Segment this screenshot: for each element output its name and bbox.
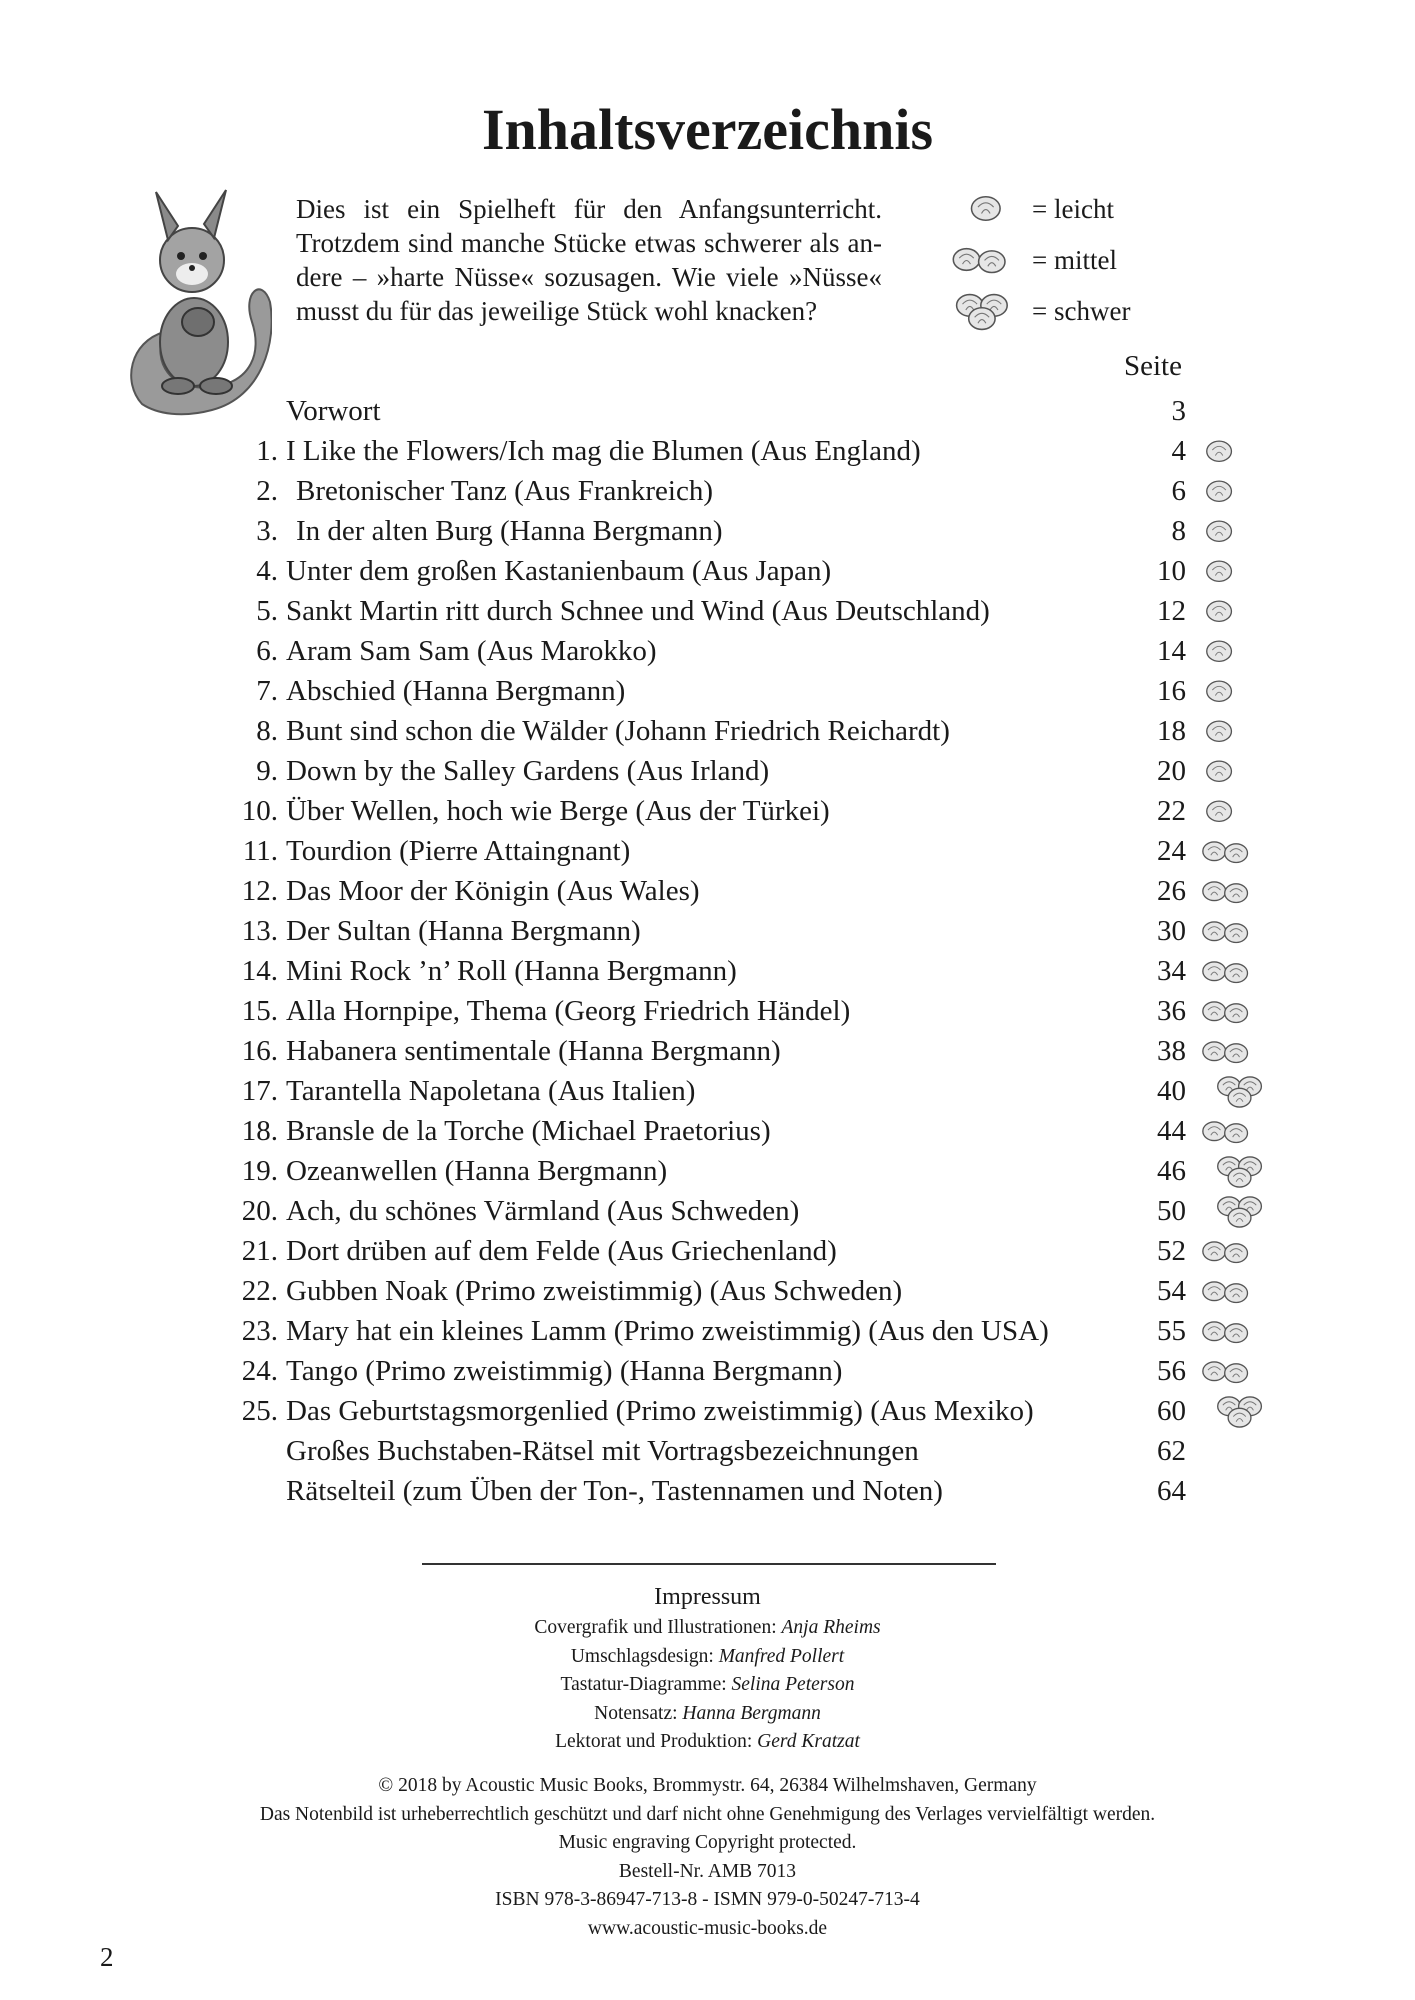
toc-page-number: 62 — [1157, 1435, 1186, 1467]
impressum-credits — [0, 1614, 1415, 1757]
copyright-line: Music engraving Copyright protected. — [558, 1832, 857, 1853]
toc-number: 20. — [241, 1195, 278, 1227]
toc-title: Habanera sentimentale (Hanna Bergmann) — [286, 1035, 781, 1067]
toc-page-number: 50 — [1157, 1195, 1186, 1227]
toc-entry — [0, 1351, 1415, 1391]
legend-row — [950, 294, 1180, 345]
toc-page-number: 3 — [1171, 395, 1186, 427]
legend-label: = mittel — [1032, 245, 1117, 275]
nut-3-icon — [950, 290, 1014, 334]
table-of-contents — [0, 391, 1415, 1511]
toc-entry — [0, 791, 1415, 831]
page-column-header: Seite — [1124, 350, 1182, 382]
toc-title: Ozeanwellen (Hanna Bergmann) — [286, 1155, 668, 1187]
toc-entry — [0, 511, 1415, 551]
toc-title: Dort drüben auf dem Felde (Aus Griechenland) — [286, 1235, 837, 1267]
toc-number: 15. — [241, 995, 278, 1027]
toc-page-number: 26 — [1157, 875, 1186, 907]
credit-name: Hanna Bergmann — [682, 1702, 821, 1724]
toc-number: 24. — [241, 1355, 278, 1387]
toc-title: Tourdion (Pierre Attaingnant) — [286, 835, 631, 867]
toc-number: 22. — [241, 1275, 278, 1307]
toc-number: 1. — [256, 435, 278, 467]
toc-page-number: 56 — [1157, 1355, 1186, 1387]
toc-entry — [0, 1391, 1415, 1431]
toc-entry — [0, 1311, 1415, 1351]
nut-1-icon — [1202, 477, 1236, 506]
impressum-heading: Impressum — [654, 1584, 761, 1610]
toc-title: Bransle de la Torche (Michael Praetorius) — [286, 1115, 771, 1147]
toc-number: 18. — [241, 1115, 278, 1147]
toc-number: 8. — [256, 715, 278, 747]
toc-title: Tango (Primo zweistimmig) (Hanna Bergmann) — [286, 1355, 843, 1387]
toc-page-number: 8 — [1171, 515, 1186, 547]
credit-name: Selina Peterson — [731, 1674, 855, 1695]
toc-title: Abschied (Hanna Bergmann) — [286, 675, 626, 707]
nut-2-icon — [1200, 957, 1251, 986]
credit-role: Tastatur-Diagramme: — [560, 1674, 732, 1695]
toc-entry — [0, 591, 1415, 631]
nut-2-icon — [1200, 1357, 1251, 1386]
toc-title: Bunt sind schon die Wälder (Johann Friedrich Reichardt) — [286, 715, 950, 747]
credit-role: Umschlagsdesign: — [570, 1645, 719, 1667]
nut-3-icon — [1212, 1153, 1267, 1191]
toc-title: Über Wellen, hoch wie Berge (Aus der Türkei) — [286, 795, 830, 827]
toc-number: 12. — [241, 875, 278, 907]
credit-role: Lektorat und Produktion: — [555, 1731, 758, 1752]
toc-number: 11. — [242, 835, 278, 867]
toc-entry — [0, 551, 1415, 591]
toc-page-number: 40 — [1157, 1075, 1186, 1107]
toc-title: Down by the Salley Gardens (Aus Irland) — [286, 755, 770, 787]
toc-number: 7. — [256, 675, 278, 707]
toc-entry — [0, 671, 1415, 711]
toc-page-number: 12 — [1157, 595, 1186, 627]
toc-entry — [0, 391, 1415, 431]
toc-number: 2. — [256, 475, 278, 507]
copyright-block — [0, 1772, 1415, 1943]
toc-entry — [0, 751, 1415, 791]
toc-number: 6. — [256, 635, 278, 667]
copyright-line: Das Notenbild ist urheberrechtlich geschützt und darf nicht ohne Genehmigung des Verlages vervielfältigt werden. — [259, 1803, 1156, 1825]
intro-text: Dies ist ein Spielheft für den Anfangsunterricht. Trotzdem sind manche Stücke etwas schwerer als andere – »harte Nüsse« sozusagen. Wie viele »Nüsse« musst du für das jeweilige Stück wohl knacken? — [296, 194, 882, 326]
toc-entry — [0, 631, 1415, 671]
copyright-line: ISBN 978-3-86947-713-8 - ISMN 979-0-50247-713-4 — [495, 1889, 920, 1910]
toc-page-number: 38 — [1157, 1035, 1186, 1067]
nut-3-icon — [1212, 1073, 1267, 1111]
squirrel-illustration — [112, 182, 272, 420]
toc-page-number: 54 — [1157, 1275, 1186, 1307]
difficulty-legend — [950, 192, 1180, 345]
toc-title: Unter dem großen Kastanienbaum (Aus Japan) — [286, 555, 832, 587]
credit-role: Notensatz: — [594, 1702, 683, 1724]
toc-page-number: 4 — [1171, 435, 1186, 467]
toc-entry — [0, 1111, 1415, 1151]
toc-entry — [0, 1191, 1415, 1231]
toc-entry — [0, 471, 1415, 511]
toc-entry — [0, 1231, 1415, 1271]
credit-line — [0, 1671, 1415, 1700]
toc-number: 19. — [241, 1155, 278, 1187]
toc-page-number: 60 — [1157, 1395, 1186, 1427]
nut-2-icon — [950, 243, 1009, 276]
toc-title: Sankt Martin ritt durch Schnee und Wind (Aus Deutschland) — [286, 595, 990, 627]
nut-2-icon — [1200, 997, 1251, 1026]
credit-name: Gerd Kratzat — [757, 1731, 860, 1752]
toc-page-number: 20 — [1157, 755, 1186, 787]
toc-number: 10. — [241, 795, 278, 827]
toc-page-number: 36 — [1157, 995, 1186, 1027]
nut-2-icon — [1200, 877, 1251, 906]
toc-page-number: 64 — [1157, 1475, 1186, 1507]
toc-page-number: 16 — [1157, 675, 1186, 707]
toc-entry — [0, 871, 1415, 911]
toc-page-number: 34 — [1157, 955, 1186, 987]
toc-entry — [0, 1151, 1415, 1191]
toc-title: Rätselteil (zum Üben der Ton-, Tastennamen und Noten) — [286, 1475, 943, 1507]
nut-1-icon — [1202, 637, 1236, 666]
nut-1-icon — [1202, 757, 1236, 786]
nut-1-icon — [1202, 437, 1236, 466]
nut-2-icon — [1200, 1277, 1251, 1306]
toc-entry — [0, 991, 1415, 1031]
nut-1-icon — [1202, 677, 1236, 706]
legend-label: = leicht — [1032, 194, 1114, 224]
toc-page-number: 46 — [1157, 1155, 1186, 1187]
toc-title: Mary hat ein kleines Lamm (Primo zweistimmig) (Aus den USA) — [286, 1315, 1049, 1347]
nut-1-icon — [1202, 557, 1236, 586]
toc-number: 4. — [256, 555, 278, 587]
toc-number: 13. — [241, 915, 278, 947]
toc-number: 17. — [241, 1075, 278, 1107]
nut-1-icon — [1202, 797, 1236, 826]
toc-page-number: 55 — [1157, 1315, 1186, 1347]
toc-page-number: 30 — [1157, 915, 1186, 947]
toc-page-number: 6 — [1171, 475, 1186, 507]
credit-name: Manfred Pollert — [718, 1645, 845, 1667]
toc-number: 3. — [256, 515, 278, 547]
toc-title: Das Moor der Königin (Aus Wales) — [286, 875, 700, 907]
toc-title: Gubben Noak (Primo zweistimmig) (Aus Schweden) — [286, 1275, 903, 1307]
nut-1-icon — [1202, 717, 1236, 746]
toc-title: Aram Sam Sam (Aus Marokko) — [286, 635, 657, 667]
nut-1-icon — [1202, 517, 1236, 546]
toc-title: Bretonischer Tanz (Aus Frankreich) — [296, 475, 713, 507]
toc-title: Mini Rock ’n’ Roll (Hanna Bergmann) — [286, 955, 737, 987]
page-title: Inhaltsverzeichnis — [481, 97, 934, 162]
toc-entry — [0, 1471, 1415, 1511]
toc-title: Großes Buchstaben-Rätsel mit Vortragsbezeichnungen — [286, 1435, 919, 1467]
nut-2-icon — [1200, 837, 1251, 866]
legend-row — [950, 192, 1180, 243]
nut-2-icon — [1200, 917, 1251, 946]
toc-title: Das Geburtstagsmorgenlied (Primo zweistimmig) (Aus Mexiko) — [286, 1395, 1034, 1427]
legend-row — [950, 243, 1180, 294]
nut-3-icon — [1212, 1193, 1267, 1231]
credit-line — [0, 1700, 1415, 1729]
toc-entry — [0, 951, 1415, 991]
credit-line — [0, 1728, 1415, 1757]
copyright-line: © 2018 by Acoustic Music Books, Brommystr. 64, 26384 Wilhelmshaven, Germany — [378, 1775, 1037, 1796]
page-number: 2 — [100, 1942, 114, 1972]
impressum — [0, 1580, 1415, 1757]
toc-entry — [0, 1031, 1415, 1071]
nut-3-icon — [1212, 1393, 1267, 1431]
toc-page-number: 24 — [1157, 835, 1186, 867]
nut-2-icon — [1200, 1237, 1251, 1266]
credit-line — [0, 1614, 1415, 1643]
toc-page-number: 22 — [1157, 795, 1186, 827]
toc-number: 14. — [241, 955, 278, 987]
toc-page-number: 44 — [1157, 1115, 1186, 1147]
credit-role: Covergrafik und Illustrationen: — [534, 1617, 782, 1638]
credit-line — [0, 1643, 1415, 1672]
toc-title: Vorwort — [286, 395, 381, 427]
toc-entry — [0, 711, 1415, 751]
toc-entry — [0, 1431, 1415, 1471]
toc-title: In der alten Burg (Hanna Bergmann) — [296, 515, 723, 547]
toc-number: 5. — [256, 595, 278, 627]
toc-entry — [0, 431, 1415, 471]
legend-label: = schwer — [1032, 296, 1131, 326]
toc-title: Tarantella Napoletana (Aus Italien) — [286, 1075, 696, 1107]
toc-title: I Like the Flowers/Ich mag die Blumen (Aus England) — [286, 435, 921, 467]
toc-number: 21. — [241, 1235, 278, 1267]
copyright-line: www.acoustic-music-books.de — [587, 1917, 828, 1939]
toc-number: 16. — [241, 1035, 278, 1067]
toc-title: Ach, du schönes Värmland (Aus Schweden) — [286, 1195, 800, 1227]
toc-page-number: 18 — [1157, 715, 1186, 747]
toc-number: 9. — [256, 755, 278, 787]
toc-entry — [0, 831, 1415, 871]
toc-entry — [0, 1271, 1415, 1311]
toc-title: Der Sultan (Hanna Bergmann) — [286, 915, 641, 947]
nut-1-icon — [1202, 597, 1236, 626]
toc-entry — [0, 1071, 1415, 1111]
credit-name: Anja Rheims — [781, 1617, 881, 1638]
toc-number: 23. — [241, 1315, 278, 1347]
nut-2-icon — [1200, 1037, 1251, 1066]
nut-2-icon — [1200, 1317, 1251, 1346]
copyright-line: Bestell-Nr. AMB 7013 — [618, 1860, 797, 1882]
toc-page-number: 52 — [1157, 1235, 1186, 1267]
divider — [422, 1563, 996, 1565]
toc-entry — [0, 911, 1415, 951]
toc-number: 25. — [241, 1395, 278, 1427]
toc-title: Alla Hornpipe, Thema (Georg Friedrich Händel) — [286, 995, 851, 1027]
nut-2-icon — [1200, 1117, 1251, 1146]
toc-page-number: 10 — [1157, 555, 1186, 587]
nut-1-icon — [966, 192, 1006, 225]
toc-page-number: 14 — [1157, 635, 1186, 667]
